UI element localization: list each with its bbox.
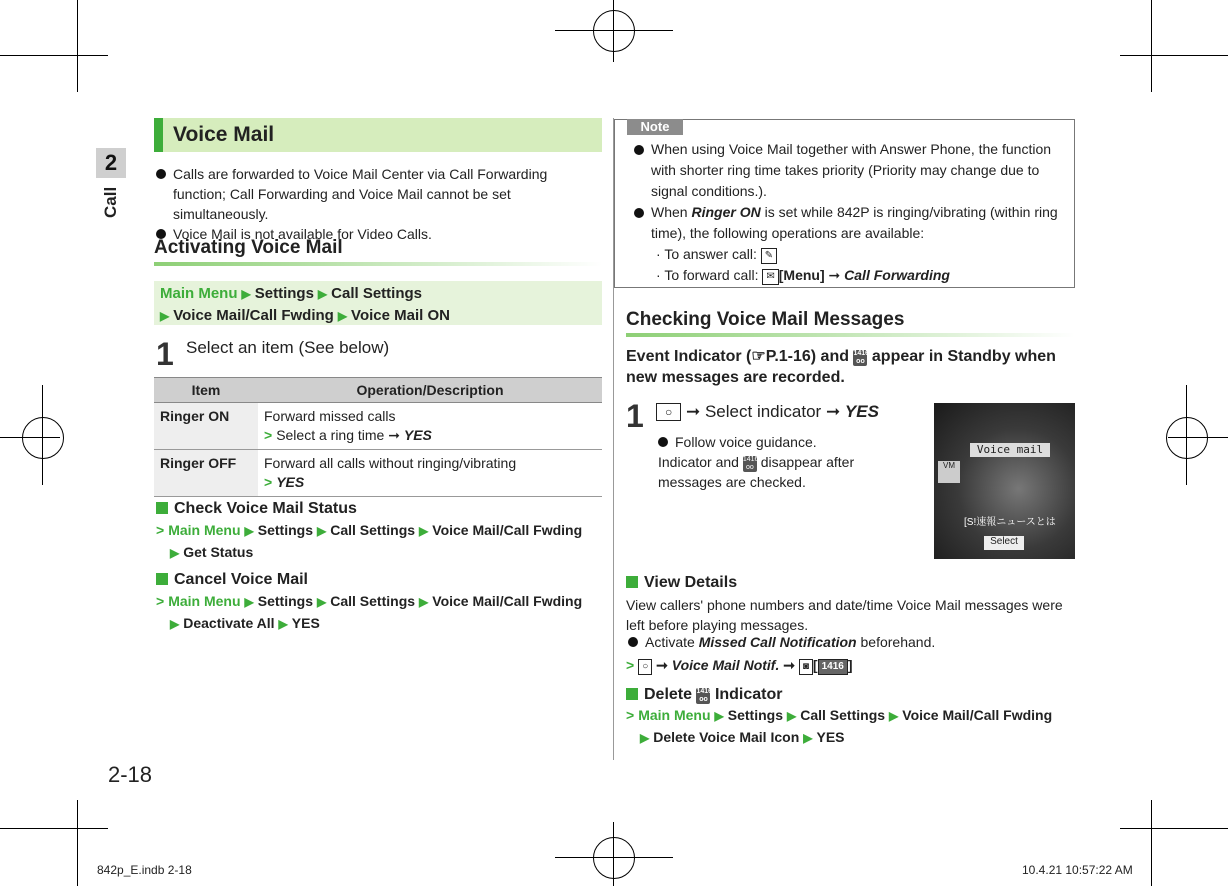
crop-mark xyxy=(77,0,78,92)
path-settings[interactable]: Settings xyxy=(727,707,783,723)
crop-mark xyxy=(1186,385,1187,485)
answer-key-icon: ✎ xyxy=(761,248,777,264)
phone-screenshot: Voice mail VM [S!速報ニュースとは Select xyxy=(934,403,1075,559)
registration-mark xyxy=(593,10,635,52)
path-voice-mail-call-fwding[interactable]: Voice Mail/Call Fwding xyxy=(173,307,334,324)
indicator-icon: VM xyxy=(938,461,960,483)
path-call-settings[interactable]: Call Settings xyxy=(330,593,416,609)
chapter-name: Call xyxy=(101,186,120,218)
crop-mark xyxy=(1151,800,1152,886)
table-cell-desc: Forward all calls without ringing/vibrating > YES xyxy=(258,450,602,497)
note-tab: Note xyxy=(627,119,683,135)
path-main-menu[interactable]: Main Menu xyxy=(638,707,711,723)
bullet-item: Calls are forwarded to Voice Mail Center via Call Forwarding function; Call Forwarding and Voice Mail cannot be set simultaneously. xyxy=(156,164,602,224)
menu-path: > Main Menu ▶ Settings ▶ Call Settings ▶ Voice Mail/Call Fwding ▶ Get Status xyxy=(156,522,583,560)
page-number: 2-18 xyxy=(108,762,153,787)
section-title-checking: Checking Voice Mail Messages xyxy=(626,309,905,330)
table-cell-item: Ringer OFF xyxy=(154,450,258,497)
path-voice-mail-call-fwding[interactable]: Voice Mail/Call Fwding xyxy=(432,522,583,538)
crop-mark xyxy=(1120,55,1228,56)
menu-path: > Main Menu ▶ Settings ▶ Call Settings ▶ Voice Mail/Call Fwding ▶ Delete Voice Mail Icon ▶ YES xyxy=(626,707,1053,745)
path-voice-mail-on[interactable]: Voice Mail ON xyxy=(351,307,450,324)
mail-key-icon: ✉ xyxy=(762,269,778,285)
voicemail-key-icon[interactable]: 1416 xyxy=(818,659,848,675)
table-cell-item: Ringer ON xyxy=(154,403,258,450)
crop-mark xyxy=(613,0,614,62)
path-delete-voice-mail-icon[interactable]: Delete Voice Mail Icon xyxy=(653,729,800,745)
path-main-menu[interactable]: Main Menu xyxy=(168,522,241,538)
registration-mark xyxy=(593,837,635,879)
path-yes[interactable]: YES xyxy=(291,615,320,631)
section-heading-voice-mail: Voice Mail xyxy=(154,118,602,152)
path-call-settings[interactable]: Call Settings xyxy=(331,285,423,302)
step-text: Select an item (See below) xyxy=(186,338,390,357)
crop-mark xyxy=(1168,437,1228,438)
center-key-icon[interactable]: ○ xyxy=(638,659,652,675)
subsection-check-status: Check Voice Mail Status xyxy=(156,500,357,518)
section-rule xyxy=(626,333,1075,337)
view-details-bullet: Activate Missed Call Notification beforehand. xyxy=(628,634,935,650)
voice-mail-indicator-icon: 1416 oo xyxy=(742,456,759,471)
options-table xyxy=(154,377,602,497)
menu-path: > Main Menu ▶ Settings ▶ Call Settings ▶ Voice Mail/Call Fwding ▶ Deactivate All ▶ YES xyxy=(156,593,583,631)
step-details: Follow voice guidance. Indicator and 1416 oo disappear after messages are checked. xyxy=(658,434,855,490)
bullet-item: Voice Mail is not available for Video Calls. xyxy=(156,224,602,244)
menu-path: Main Menu ▶ Settings ▶ Call Settings ▶ Voice Mail/Call Fwding ▶ Voice Mail ON xyxy=(154,281,602,325)
crop-mark xyxy=(1151,0,1152,92)
path-call-settings[interactable]: Call Settings xyxy=(330,522,416,538)
table-row xyxy=(154,403,602,450)
crop-mark xyxy=(613,822,614,886)
path-voice-mail-call-fwding[interactable]: Voice Mail/Call Fwding xyxy=(902,707,1053,723)
path-deactivate-all[interactable]: Deactivate All xyxy=(183,615,275,631)
chapter-number: 2 xyxy=(96,148,126,178)
path-main-menu[interactable]: Main Menu xyxy=(160,285,238,302)
path-main-menu[interactable]: Main Menu xyxy=(168,593,241,609)
subsection-delete-indicator: Delete 1416 oo Indicator xyxy=(626,686,783,704)
crop-mark xyxy=(1120,828,1228,829)
table-cell-desc: Forward missed calls > Select a ring time ➞ YES xyxy=(258,403,602,450)
path-voice-mail-call-fwding[interactable]: Voice Mail/Call Fwding xyxy=(432,593,583,609)
voice-mail-indicator-icon: 1416 oo xyxy=(696,688,713,703)
footer-timestamp: 10.4.21 10:57:22 AM xyxy=(1022,863,1133,877)
view-details-nav: > ○ ➞ Voice Mail Notif. ➞ ◙ [ 1416 ] xyxy=(626,657,853,673)
path-call-settings[interactable]: Call Settings xyxy=(800,707,886,723)
crop-mark xyxy=(77,800,78,886)
center-key-icon[interactable]: ○ xyxy=(656,403,681,421)
camera-key-icon[interactable]: ◙ xyxy=(799,659,813,675)
table-header: Item xyxy=(154,378,258,403)
section-rule xyxy=(154,262,602,266)
crop-mark xyxy=(0,437,60,438)
path-yes[interactable]: YES xyxy=(816,729,845,745)
bullet-list xyxy=(156,164,602,244)
path-settings[interactable]: Settings xyxy=(257,593,313,609)
path-settings[interactable]: Settings xyxy=(254,285,314,302)
crop-mark xyxy=(555,857,673,858)
voice-mail-indicator-icon: 1416 oo xyxy=(853,350,870,365)
section-title-activating: Activating Voice Mail xyxy=(154,237,343,258)
reference-icon: ☞ xyxy=(751,348,766,365)
crop-mark xyxy=(555,30,673,31)
step-number: 1 xyxy=(156,336,174,372)
crop-mark xyxy=(0,55,108,56)
view-details-text: View callers' phone numbers and date/time Voice Mail messages were left before playing messages. xyxy=(626,597,1063,633)
footer-file: 842p_E.indb 2-18 xyxy=(97,863,192,877)
path-get-status[interactable]: Get Status xyxy=(183,544,254,560)
step-text: ○ ➞ Select indicator ➞ YES xyxy=(656,402,879,422)
subsection-view-details: View Details xyxy=(626,574,737,592)
step-number: 1 xyxy=(626,398,644,434)
subsection-cancel: Cancel Voice Mail xyxy=(156,571,308,589)
crop-mark xyxy=(0,828,108,829)
registration-mark xyxy=(22,417,64,459)
registration-mark xyxy=(1166,417,1208,459)
table-row xyxy=(154,450,602,497)
note-content: When using Voice Mail together with Answer Phone, the function with shorter ring time takes priority (Priority may change due to signal conditions.). When Ringer ON is set while 842P is ringing/vibrating (within ring time), the following operations are available: · To answer call: ✎ · To forward call: ✉ [Menu] ➞ Call Forwarding xyxy=(634,139,1070,286)
path-settings[interactable]: Settings xyxy=(257,522,313,538)
table-header: Operation/Description xyxy=(258,378,602,403)
event-indicator-text: Event Indicator (☞P.1-16) and 1416 oo appear in Standby when new messages are recorded. xyxy=(626,348,1056,386)
crop-mark xyxy=(42,385,43,485)
